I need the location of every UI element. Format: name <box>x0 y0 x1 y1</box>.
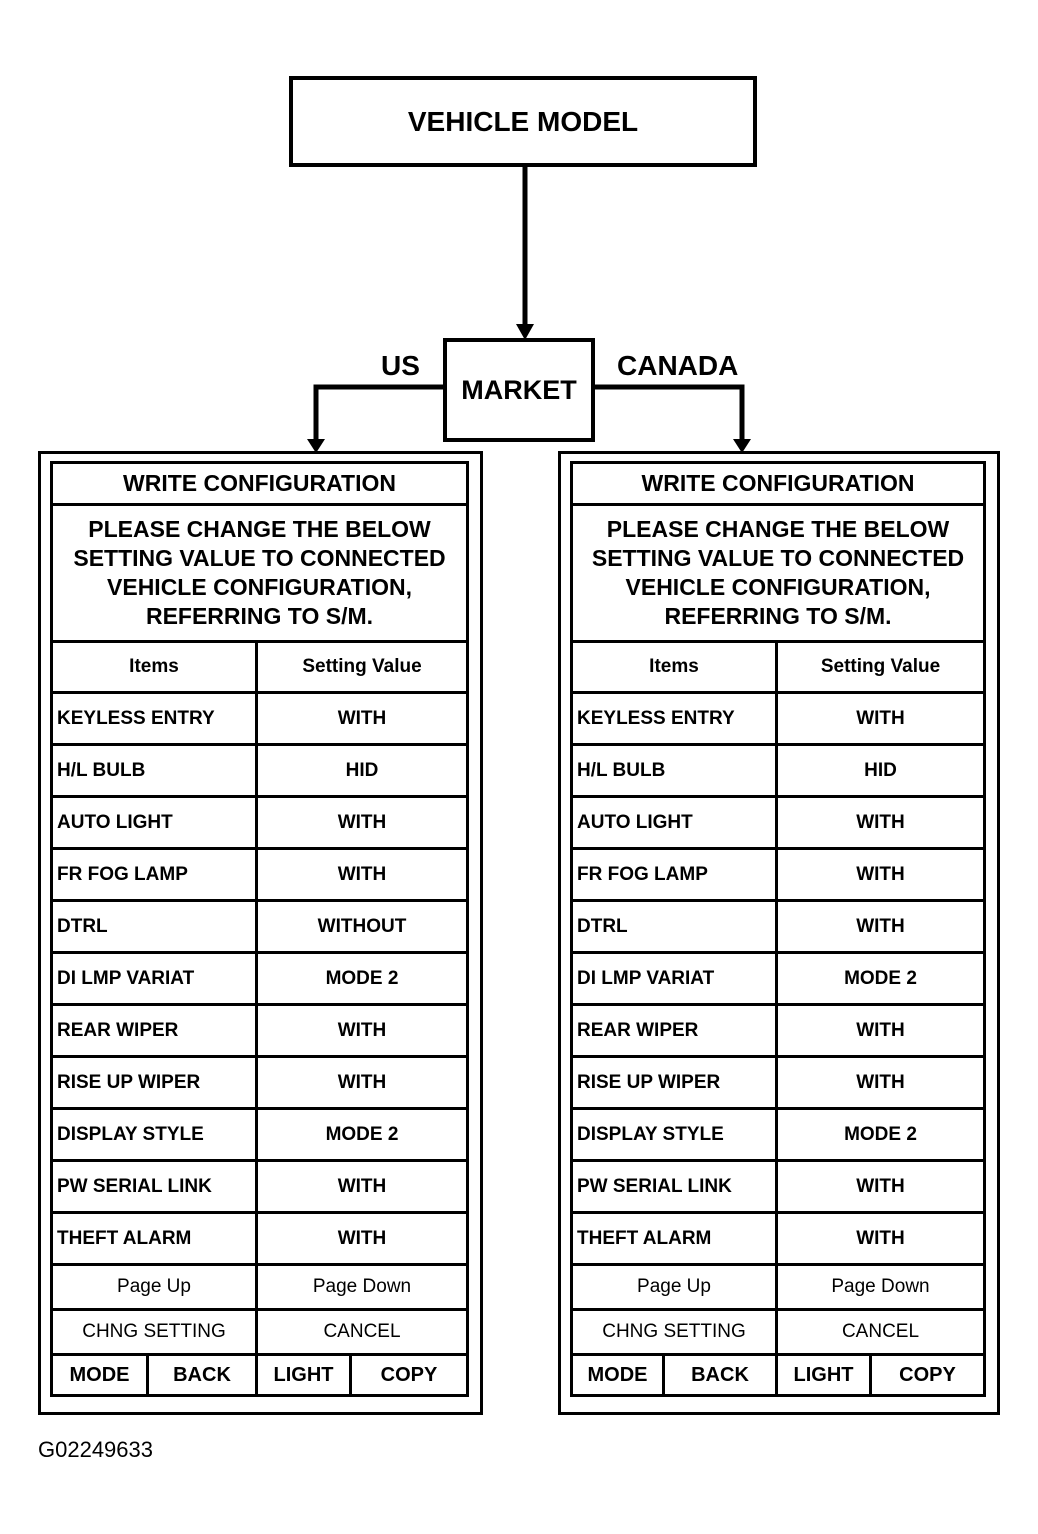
setting-value[interactable]: MODE 2 <box>325 1123 399 1145</box>
item-name: KEYLESS ENTRY <box>573 694 778 743</box>
canada-branch-line <box>595 387 742 441</box>
item-name: FR FOG LAMP <box>53 850 258 899</box>
table-row[interactable] <box>53 798 466 850</box>
table-row[interactable] <box>573 1214 983 1266</box>
item-name: DI LMP VARIAT <box>53 954 258 1003</box>
table-row[interactable] <box>573 1110 983 1162</box>
item-name: DISPLAY STYLE <box>53 1110 258 1159</box>
setting-value[interactable]: WITH <box>337 863 387 885</box>
figure-id: G02249633 <box>38 1437 153 1462</box>
table-row[interactable] <box>573 902 983 954</box>
item-name: DI LMP VARIAT <box>573 954 778 1003</box>
us-config-screen <box>38 451 483 1415</box>
instruction-message: PLEASE CHANGE THE BELOW SETTING VALUE TO CONNECTED VEHICLE CONFIGURATION, REFERRING TO S/M. <box>573 506 983 643</box>
table-row[interactable] <box>573 1162 983 1214</box>
table-row[interactable] <box>573 1006 983 1058</box>
setting-value[interactable]: WITH <box>337 1175 387 1197</box>
setting-value[interactable]: WITH <box>856 915 905 937</box>
us-config-frame <box>50 461 469 1397</box>
table-header <box>53 643 466 694</box>
light-button[interactable]: LIGHT <box>258 1356 352 1394</box>
item-name: REAR WIPER <box>53 1006 258 1055</box>
us-branch-label: US <box>381 350 420 381</box>
items-column-header: Items <box>53 643 258 691</box>
paging-row <box>53 1266 466 1311</box>
item-name: AUTO LIGHT <box>53 798 258 847</box>
mode-button[interactable]: MODE <box>573 1356 665 1394</box>
setting-value[interactable]: WITH <box>856 707 905 729</box>
action-row <box>573 1311 983 1356</box>
table-row[interactable] <box>53 1162 466 1214</box>
item-name: AUTO LIGHT <box>573 798 778 847</box>
table-row[interactable] <box>53 954 466 1006</box>
table-row[interactable] <box>573 694 983 746</box>
item-name: REAR WIPER <box>573 1006 778 1055</box>
function-key-row <box>53 1356 466 1394</box>
item-name: DTRL <box>573 902 778 951</box>
setting-value-column-header: Setting Value <box>820 656 941 677</box>
setting-value[interactable]: MODE 2 <box>844 1123 917 1145</box>
setting-value[interactable]: WITH <box>337 1071 387 1093</box>
table-row[interactable] <box>53 694 466 746</box>
cancel-button[interactable]: CANCEL <box>841 1321 920 1342</box>
chng-setting-button[interactable]: CHNG SETTING <box>573 1311 778 1353</box>
item-name: DTRL <box>53 902 258 951</box>
setting-value[interactable]: WITHOUT <box>317 915 407 937</box>
item-name: THEFT ALARM <box>53 1214 258 1263</box>
cancel-button[interactable]: CANCEL <box>323 1321 401 1342</box>
light-button[interactable]: LIGHT <box>778 1356 872 1394</box>
item-name: H/L BULB <box>573 746 778 795</box>
table-row[interactable] <box>573 850 983 902</box>
setting-value[interactable]: WITH <box>337 1019 387 1041</box>
table-row[interactable] <box>573 1058 983 1110</box>
copy-button[interactable]: COPY <box>380 1363 438 1386</box>
market-box <box>443 338 595 442</box>
table-row[interactable] <box>53 902 466 954</box>
item-name: FR FOG LAMP <box>573 850 778 899</box>
page-up-button[interactable]: Page Up <box>53 1266 258 1308</box>
item-name: H/L BULB <box>53 746 258 795</box>
page-down-button[interactable]: Page Down <box>831 1276 930 1297</box>
market-label: MARKET <box>461 374 577 405</box>
canada-config-screen <box>558 451 1000 1415</box>
table-row[interactable] <box>53 1006 466 1058</box>
page-down-button[interactable]: Page Down <box>312 1276 412 1297</box>
us-branch-line <box>316 387 443 441</box>
items-column-header: Items <box>573 643 778 691</box>
setting-value[interactable]: WITH <box>337 811 387 833</box>
function-key-row <box>573 1356 983 1394</box>
screen-title: WRITE CONFIGURATION <box>53 464 466 506</box>
table-row[interactable] <box>573 746 983 798</box>
setting-value[interactable]: MODE 2 <box>844 967 917 989</box>
setting-value[interactable]: MODE 2 <box>325 967 399 989</box>
item-name: PW SERIAL LINK <box>573 1162 778 1211</box>
setting-value[interactable]: WITH <box>856 1071 905 1093</box>
back-button[interactable]: BACK <box>665 1356 778 1394</box>
setting-value[interactable]: WITH <box>856 1175 905 1197</box>
setting-value[interactable]: WITH <box>856 1227 905 1249</box>
table-header <box>573 643 983 694</box>
setting-value[interactable]: HID <box>864 759 897 781</box>
item-name: RISE UP WIPER <box>53 1058 258 1107</box>
page-up-button[interactable]: Page Up <box>573 1266 778 1308</box>
table-row[interactable] <box>53 1110 466 1162</box>
table-row[interactable] <box>53 850 466 902</box>
table-row[interactable] <box>53 746 466 798</box>
item-name: THEFT ALARM <box>573 1214 778 1263</box>
item-name: DISPLAY STYLE <box>573 1110 778 1159</box>
action-row <box>53 1311 466 1356</box>
chng-setting-button[interactable]: CHNG SETTING <box>53 1311 258 1353</box>
paging-row <box>573 1266 983 1311</box>
item-name: KEYLESS ENTRY <box>53 694 258 743</box>
back-button[interactable]: BACK <box>149 1356 258 1394</box>
canada-config-frame <box>570 461 986 1397</box>
setting-value-column-header: Setting Value <box>302 656 422 677</box>
table-row[interactable] <box>573 798 983 850</box>
copy-button[interactable]: COPY <box>899 1363 956 1386</box>
setting-value[interactable]: WITH <box>337 1227 387 1249</box>
table-row[interactable] <box>573 954 983 1006</box>
table-row[interactable] <box>53 1058 466 1110</box>
setting-value[interactable]: WITH <box>856 811 905 833</box>
setting-value[interactable]: HID <box>345 759 379 781</box>
screen-title: WRITE CONFIGURATION <box>573 464 983 506</box>
instruction-message: PLEASE CHANGE THE BELOW SETTING VALUE TO CONNECTED VEHICLE CONFIGURATION, REFERRING TO S/M. <box>53 506 466 643</box>
vehicle-model-label: VEHICLE MODEL <box>407 105 639 137</box>
mode-button[interactable]: MODE <box>53 1356 149 1394</box>
canada-branch-label: CANADA <box>617 350 739 381</box>
vehicle-model-box <box>289 76 757 167</box>
table-row[interactable] <box>53 1214 466 1266</box>
item-name: RISE UP WIPER <box>573 1058 778 1107</box>
setting-value[interactable]: WITH <box>856 1019 905 1041</box>
setting-value[interactable]: WITH <box>337 707 387 729</box>
item-name: PW SERIAL LINK <box>53 1162 258 1211</box>
setting-value[interactable]: WITH <box>856 863 905 885</box>
